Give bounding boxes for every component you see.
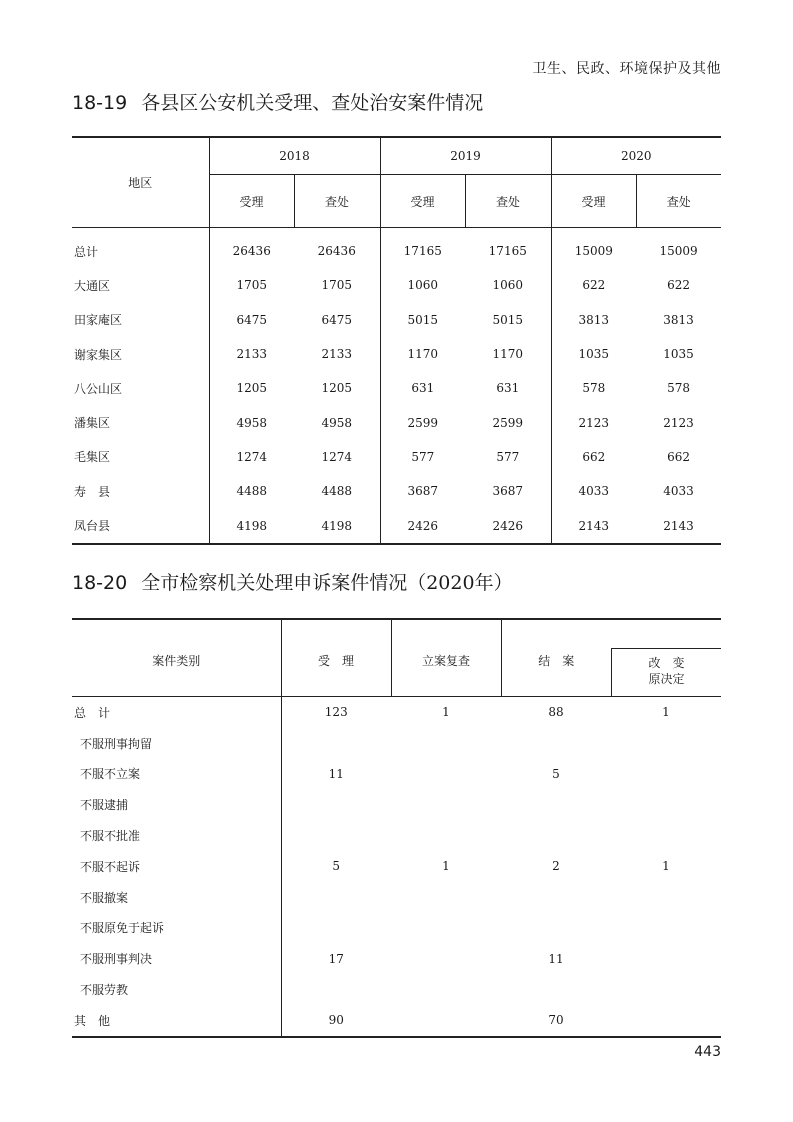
- value-cell: 1170: [380, 337, 465, 371]
- value-cell: 26436: [209, 228, 294, 269]
- region-header: 地区: [72, 137, 209, 228]
- table-row: [72, 759, 721, 790]
- change-cell: [611, 974, 721, 1005]
- table-row: [72, 913, 721, 944]
- value-cell: 1205: [209, 371, 294, 405]
- value-cell: 4958: [321, 415, 353, 430]
- value-cell: 1274: [321, 449, 353, 464]
- value-cell: 1274: [209, 440, 294, 474]
- region-cell: 田家庵区: [74, 313, 123, 328]
- closed-cell: 5: [552, 766, 560, 781]
- change-cell: [611, 820, 721, 851]
- category-cell: 不服不起诉: [80, 859, 141, 874]
- sub-header-handled: 查处: [294, 175, 380, 228]
- table2-title: [72, 568, 513, 595]
- value-cell: 17165: [488, 244, 527, 259]
- category-cell: 其 他: [74, 1013, 111, 1028]
- year-header-2019: 2019: [380, 137, 551, 175]
- review-cell: [391, 913, 501, 944]
- table-row: [72, 440, 721, 474]
- running-header: 卫生、民政、环境保护及其他: [532, 61, 721, 77]
- region-cell: 总计: [74, 244, 99, 259]
- value-cell: 2426: [380, 508, 465, 543]
- value-cell: 622: [551, 268, 636, 302]
- category-cell: 不服逮捕: [80, 798, 129, 813]
- year-header-2018: 2018: [209, 137, 380, 175]
- review-header: 立案复查: [391, 619, 501, 697]
- value-cell: 1035: [551, 337, 636, 371]
- category-cell: 不服劳教: [80, 983, 129, 998]
- region-cell: 大通区: [74, 278, 111, 293]
- table-row: [72, 508, 721, 543]
- region-cell: 八公山区: [74, 381, 123, 396]
- category-cell: 不服刑事拘留: [80, 736, 153, 751]
- value-cell: 2133: [209, 337, 294, 371]
- value-cell: 3687: [380, 474, 465, 508]
- value-cell: 578: [667, 381, 690, 396]
- table2-title-text: 全市检察机关处理申诉案件情况（2020年）: [141, 572, 513, 594]
- table1-number: 18-19: [72, 92, 128, 114]
- region-cell: 潘集区: [74, 416, 111, 431]
- table-row: [72, 943, 721, 974]
- accepted-header: 受 理: [281, 619, 391, 697]
- value-cell: 577: [496, 449, 520, 464]
- value-cell: 2143: [663, 518, 694, 533]
- value-cell: 662: [667, 449, 690, 464]
- value-cell: 6475: [209, 303, 294, 337]
- value-cell: 662: [551, 440, 636, 474]
- value-cell: 631: [380, 371, 465, 405]
- review-cell: [391, 759, 501, 790]
- accepted-cell: 123: [281, 697, 391, 728]
- value-cell: 1060: [492, 278, 524, 293]
- value-cell: 4958: [209, 405, 294, 439]
- closed-cell: [501, 820, 611, 851]
- change-decision-header: [611, 619, 721, 697]
- change-cell: [611, 943, 721, 974]
- value-cell: 17165: [380, 228, 465, 269]
- value-cell: 622: [667, 278, 690, 293]
- value-cell: 2143: [551, 508, 636, 543]
- value-cell: 4198: [209, 508, 294, 543]
- category-cell: 不服原免于起诉: [80, 921, 165, 936]
- table-row: [72, 303, 721, 337]
- closed-cell: 70: [548, 1013, 564, 1028]
- value-cell: 2123: [663, 415, 694, 430]
- table-row: [72, 820, 721, 851]
- value-cell: 1170: [492, 347, 524, 362]
- closed-cell: [501, 913, 611, 944]
- change-header-line2: 原决定: [648, 672, 685, 686]
- value-cell: 4488: [209, 474, 294, 508]
- closed-cell: [501, 728, 611, 759]
- accepted-cell: [281, 820, 391, 851]
- change-cell: [611, 728, 721, 759]
- review-cell: [391, 943, 501, 974]
- table-row: [72, 228, 721, 269]
- value-cell: 1035: [663, 347, 694, 362]
- closed-cell: 11: [548, 951, 564, 966]
- value-cell: 3813: [551, 303, 636, 337]
- accepted-cell: [281, 974, 391, 1005]
- review-cell: [391, 728, 501, 759]
- table-row: [72, 851, 721, 882]
- value-cell: 26436: [317, 244, 356, 259]
- value-cell: 4033: [663, 484, 694, 499]
- region-cell: 谢家集区: [74, 347, 123, 362]
- value-cell: 2426: [492, 518, 524, 533]
- review-cell: [391, 882, 501, 913]
- value-cell: 2599: [380, 405, 465, 439]
- sub-header-handled: 查处: [636, 175, 721, 228]
- closed-cell: [501, 882, 611, 913]
- value-cell: 15009: [551, 228, 636, 269]
- table-row: [72, 405, 721, 439]
- value-cell: 4488: [321, 484, 353, 499]
- value-cell: 3813: [663, 312, 694, 327]
- value-cell: 5015: [492, 312, 524, 327]
- value-cell: 577: [380, 440, 465, 474]
- page-number: 443: [694, 1044, 721, 1060]
- sub-header-accepted: 受理: [209, 175, 294, 228]
- table-row: [72, 974, 721, 1005]
- closed-cell: [501, 974, 611, 1005]
- change-cell: 1: [662, 705, 670, 720]
- sub-header-accepted: 受理: [380, 175, 465, 228]
- category-header: 案件类别: [72, 619, 281, 697]
- value-cell: 3687: [492, 484, 524, 499]
- sub-header-handled: 查处: [465, 175, 551, 228]
- review-cell: [391, 974, 501, 1005]
- change-header-line1: 改 变: [648, 656, 685, 670]
- change-cell: [611, 759, 721, 790]
- value-cell: 578: [551, 371, 636, 405]
- table-row: [72, 882, 721, 913]
- category-cell: 不服撤案: [80, 890, 129, 905]
- value-cell: 2599: [492, 415, 524, 430]
- category-cell: 总 计: [74, 705, 111, 720]
- accepted-cell: [281, 913, 391, 944]
- table1-title: [72, 88, 483, 115]
- closed-cell: [501, 789, 611, 820]
- table-row: [72, 697, 721, 728]
- review-cell: [391, 789, 501, 820]
- value-cell: 2123: [551, 405, 636, 439]
- table-row: [72, 728, 721, 759]
- value-cell: 5015: [380, 303, 465, 337]
- change-cell: [611, 1005, 721, 1037]
- sub-header-accepted: 受理: [551, 175, 636, 228]
- value-cell: 2133: [321, 347, 353, 362]
- category-cell: 不服刑事判决: [80, 952, 153, 967]
- review-cell: 1: [442, 705, 450, 720]
- accepted-cell: 5: [281, 851, 391, 882]
- accepted-cell: 17: [281, 943, 391, 974]
- accepted-cell: 90: [281, 1005, 391, 1037]
- table-row: [72, 789, 721, 820]
- table-row: [72, 474, 721, 508]
- value-cell: 631: [496, 381, 520, 396]
- value-cell: 4033: [551, 474, 636, 508]
- change-cell: [611, 789, 721, 820]
- year-header-2020: 2020: [551, 137, 721, 175]
- table-row: [72, 268, 721, 302]
- closed-cell: 2: [552, 859, 560, 874]
- closed-header: 结 案: [501, 619, 611, 697]
- closed-cell: 88: [548, 705, 564, 720]
- value-cell: 1060: [380, 268, 465, 302]
- region-cell: 寿 县: [74, 484, 111, 499]
- region-cell: 凤台县: [74, 519, 111, 534]
- table-row: [72, 337, 721, 371]
- table2-number: 18-20: [72, 572, 128, 594]
- review-cell: [391, 820, 501, 851]
- table-row: [72, 1005, 721, 1037]
- value-cell: 1205: [321, 381, 353, 396]
- value-cell: 15009: [659, 244, 698, 259]
- table1-title-text: 各县区公安机关受理、查处治安案件情况: [141, 92, 484, 114]
- accepted-cell: 11: [281, 759, 391, 790]
- accepted-cell: [281, 728, 391, 759]
- table-row: [72, 371, 721, 405]
- review-cell: 1: [442, 859, 450, 874]
- region-cell: 毛集区: [74, 450, 111, 465]
- category-cell: 不服不批准: [80, 829, 141, 844]
- value-cell: 1705: [209, 268, 294, 302]
- procuratorate-appeals-table: [72, 618, 721, 1038]
- value-cell: 1705: [321, 278, 353, 293]
- change-cell: [611, 882, 721, 913]
- review-cell: [391, 1005, 501, 1037]
- accepted-cell: [281, 789, 391, 820]
- public-security-cases-table: [72, 136, 721, 545]
- value-cell: 6475: [321, 312, 353, 327]
- value-cell: 4198: [321, 518, 353, 533]
- change-cell: 1: [662, 859, 670, 874]
- change-cell: [611, 913, 721, 944]
- category-cell: 不服不立案: [80, 767, 141, 782]
- accepted-cell: [281, 882, 391, 913]
